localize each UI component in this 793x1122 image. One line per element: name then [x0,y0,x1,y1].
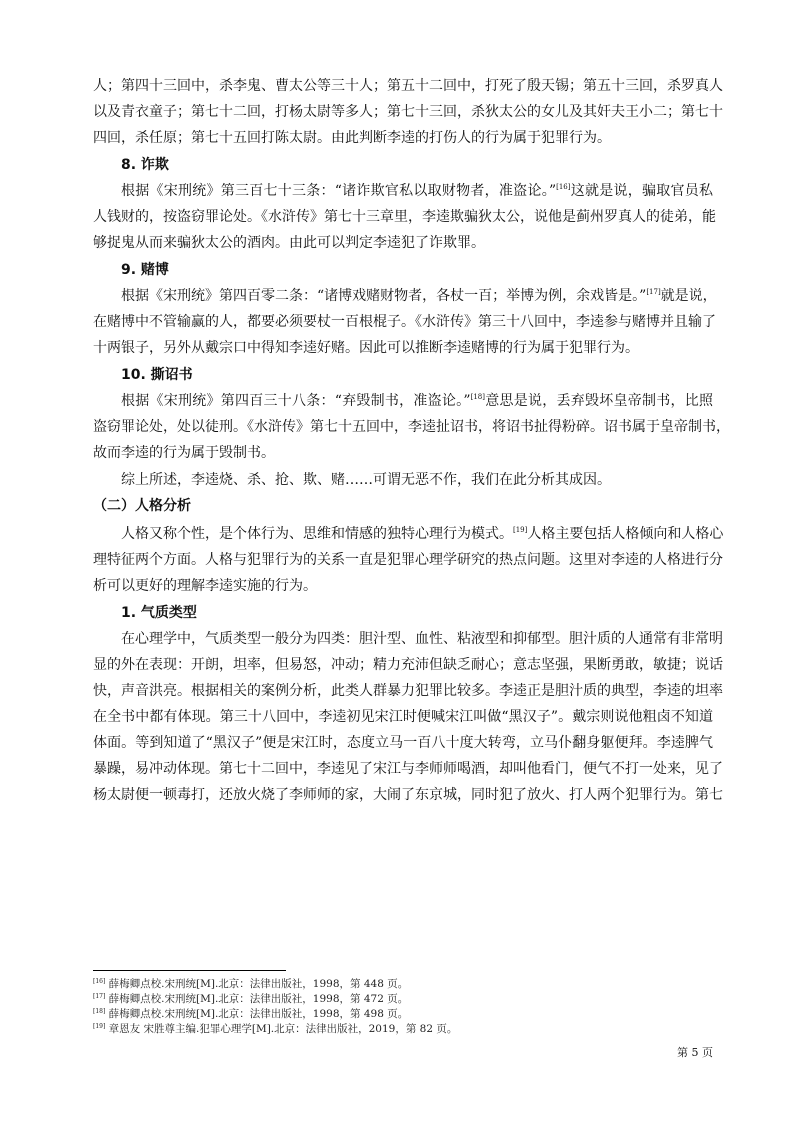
line-text: 根据《宋刑统》第三百七十三条：“诸诈欺官私以取财物者，准盗论。” [121,183,557,199]
body-line: 够捉鬼从而来骗狄太公的酒肉。由此可以判定李逵犯了诈欺罪。 [93,235,485,251]
body-line [121,524,724,544]
body-line: 在心理学中，气质类型一般分为四类：胆汁型、血性、粘液型和抑郁型。胆汁质的人通常有非常明 [121,631,723,647]
body-line: 暴躁，易冲动体现。第七十二回中，李逵见了宋江与李师师喝酒，却叫他看门，便气不打一处来，见了 [93,761,723,777]
footnote-number: [17] [93,993,106,1000]
footnote-ref: [17] [646,288,661,296]
body-line [121,286,717,306]
line-text: 人格主要包括人格倾向和人格心 [527,526,724,542]
footnote-number: [16] [93,978,106,985]
body-line: 十两银子，另外从戴宗口中得知李逵好赌。因此可以推断李逵赌博的行为属于犯罪行为。 [93,340,639,356]
subsection-heading: 1. 气质类型 [121,605,197,621]
body-line: 故而李逵的行为属于毁制书。 [93,445,275,461]
subsection-heading: 10. 撕诏书 [121,367,193,383]
footnote-number: [18] [93,1008,106,1015]
body-line: 在全书中都有体现。第三十八回中，李逵初见宋江时便喊宋江叫做“黑汉子”。戴宗则说他粗卤不知道 [93,709,713,725]
line-text: 根据《宋刑统》第四百三十八条：“弃毁制书，准盗论。” [121,393,471,409]
body-line [121,391,713,411]
footnote-ref: [16] [556,183,571,191]
footnote-text: 薛梅卿点校.宋刑统[M].北京：法律出版社，1998，第 498 页。 [108,1008,409,1020]
body-line: 体面。等到知道了“黑汉子”便是宋江时，态度立马一百八十度大转弯，立马仆翻身躯便拜。李逵脾气 [93,735,713,751]
subsection-heading: 9. 赌博 [121,262,169,278]
footnote-ref: [18] [470,393,485,401]
line-text: 意思是说，丢弃毁坏皇帝制书，比照 [484,393,713,409]
footnote-number: [19] [93,1023,106,1030]
body-line [121,181,713,201]
body-line: 析可以更好的理解李逵实施的行为。 [93,578,317,594]
footnote [93,992,408,1007]
footnote-text: 薛梅卿点校.宋刑统[M].北京：法律出版社，1998，第 448 页。 [108,978,409,990]
body-line: 盗窃罪论处，处以徒刑。《水浒传》第七十五回中，李逵扯诏书，将诏书扯得粉碎。诏书属于皇帝制书， [93,419,730,435]
footnote-text: 薛梅卿点校.宋刑统[M].北京：法律出版社，1998，第 472 页。 [108,993,409,1005]
line-text: 就是说， [660,288,717,304]
footnote [93,1007,408,1022]
body-line: 理特征两个方面。人格与犯罪行为的关系一直是犯罪心理学研究的热点问题。这里对李逵的人格进行分 [93,552,723,568]
body-line: 人钱财的，按盗窃罪论处。《水浒传》第七十三章里，李逵欺骗狄太公，说他是蓟州罗真人的徒弟，能 [93,209,716,225]
body-line: 以及青衣童子；第七十二回，打杨太尉等多人；第七十三回，杀狄太公的女儿及其奸夫王小二；第七十 [93,104,723,120]
line-text: 根据《宋刑统》第四百零二条：“诸博戏赌财物者，各杖一百；举博为例，余戏皆是。” [121,288,647,304]
subsection-heading: 8. 诈欺 [121,157,169,173]
page-number: 第 5 页 [677,1046,713,1059]
body-line: 显的外在表现：开朗，坦率，但易怒，冲动；精力充沛但缺乏耐心；意志坚强，果断勇敢，敏捷；说话 [93,657,723,673]
line-text: 人格又称个性，是个体行为、思维和情感的独特心理行为模式。 [121,526,513,542]
body-line: 在赌博中不管输赢的人，都要必须要杖一百根棍子。《水浒传》第三十八回中，李逵参与赌博并且输了 [93,314,716,330]
footnote-ref: [19] [513,526,528,534]
footnote [93,1022,457,1037]
section-heading: （二）人格分析 [93,498,191,514]
body-line: 快，声音洪亮。根据相关的案例分析，此类人群暴力犯罪比较多。李逵正是胆汁质的典型，李逵的坦率 [93,683,723,699]
body-line: 综上所述，李逵烧、杀、抢、欺、赌……可谓无恶不作，我们在此分析其成因。 [121,472,611,488]
footnote-text: 章恩友 宋胜尊主编.犯罪心理学[M].北京：法律出版社，2019，第 82 页。 [108,1023,458,1035]
footnote [93,977,408,992]
body-line: 杨太尉便一顿毒打，还放火烧了李师师的家，大闹了东京城，同时犯了放火、打人两个犯罪行为。第七 [93,787,723,803]
body-line: 四回，杀任原；第七十五回打陈太尉。由此判断李逵的打伤人的行为属于犯罪行为。 [93,130,611,146]
footnote-separator [93,970,286,971]
body-line: 人；第四十三回中，杀李鬼、曹太公等三十人；第五十二回中，打死了殷天锡；第五十三回，杀罗真人 [93,78,723,94]
line-text: 这就是说，骗取官员私 [570,183,713,199]
